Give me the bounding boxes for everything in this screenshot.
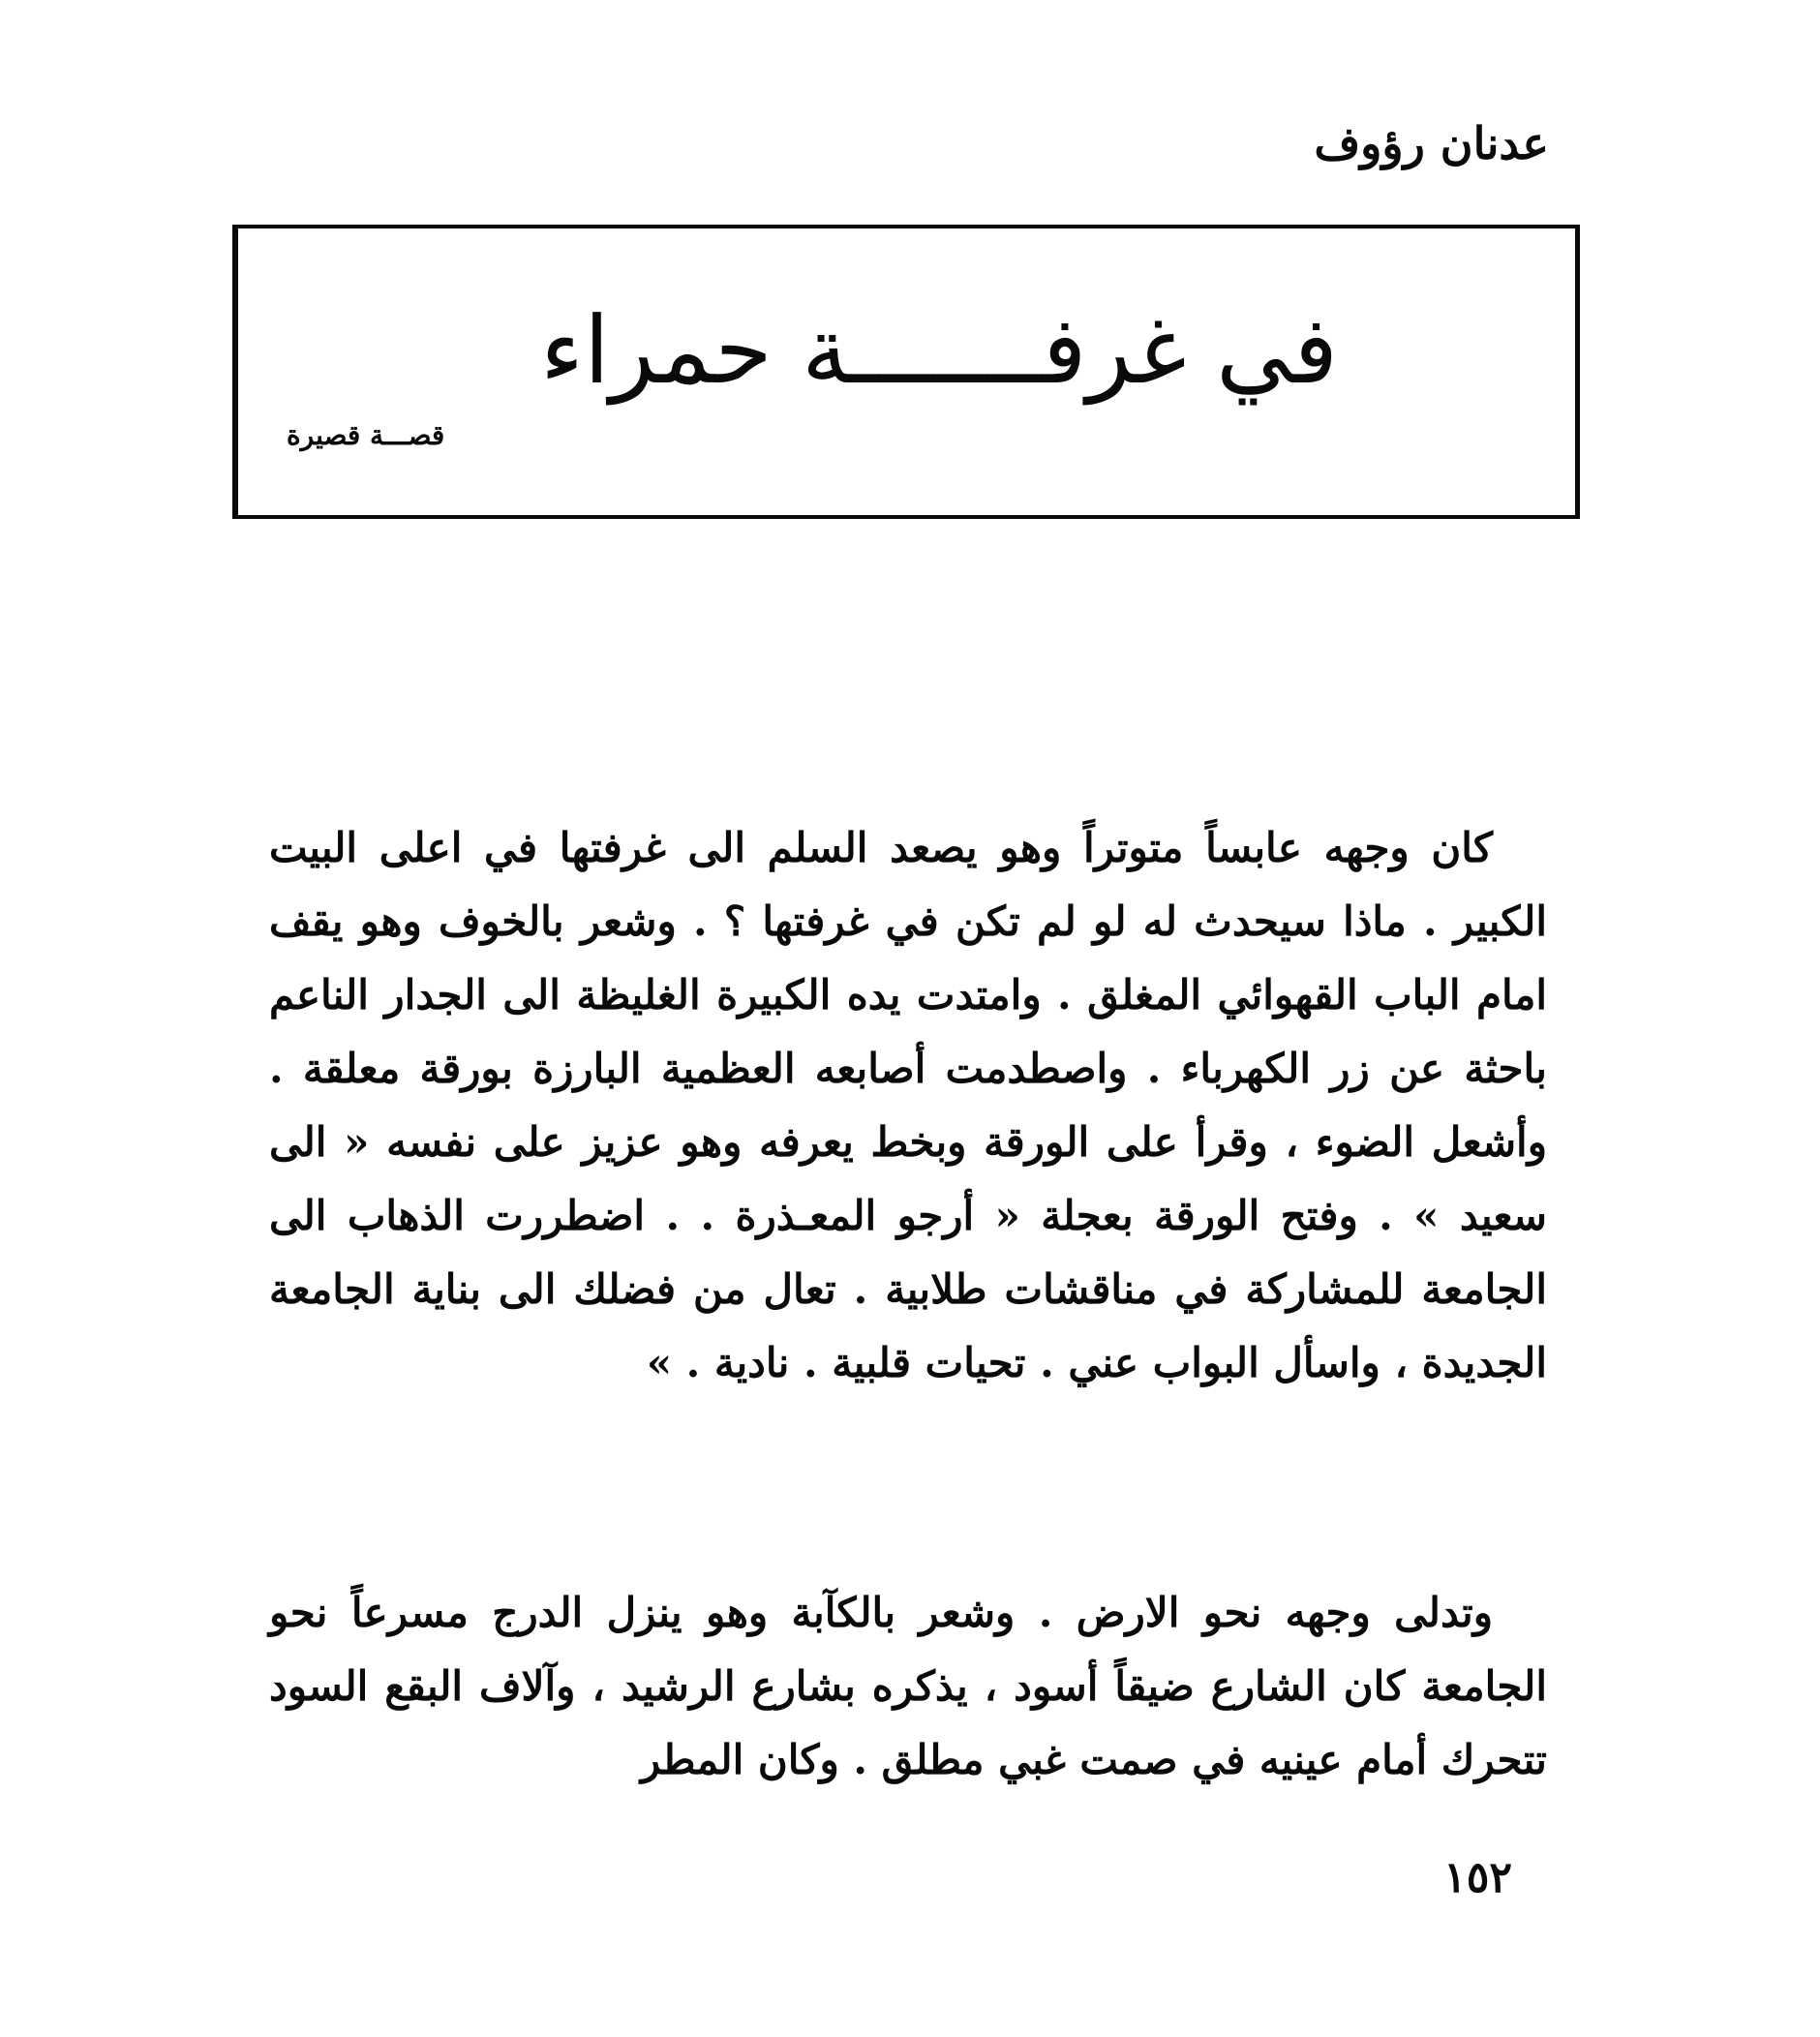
- title-box-right-rule: [1575, 225, 1580, 519]
- author-name: عدنان رؤوف: [1314, 117, 1549, 169]
- body-paragraph-1: [269, 811, 1547, 1400]
- title-box: [232, 225, 1580, 519]
- title-box-top-rule: [232, 225, 1580, 228]
- body-paragraph-2: [269, 1576, 1547, 1797]
- story-title: في غرفـــــــة حمراء: [540, 296, 1338, 405]
- title-box-bottom-rule: [232, 515, 1580, 519]
- story-subtitle: قصـــة قصيرة: [287, 419, 445, 451]
- title-box-left-rule: [232, 225, 238, 519]
- paragraph-text: وتدلى وجهه نحو الارض . وشعر بالكآبة وهو ينزل الدرج مسرعاً نحو الجامعة كان الشارع ضيقاً أسود ، يذكره بشارع الرشيد ، وآلاف البقع السود تتحرك أمام عينيه في صمت غبي مطلق . وكان المطر: [269, 1589, 1547, 1783]
- page-number: ١٥٢: [1443, 1853, 1512, 1902]
- paragraph-text: كان وجهه عابساً متوتراً وهو يصعد السلم الى غرفتها في اعلى البيت الكبير . ماذا سيحدث له لو لم تكن في غرفتها ؟ . وشعر بالخوف وهو يقف امام الباب القهوائي المغلق . وامتدت يده الكبيرة الغليظة الى الجدار الناعم باحثة عن زر الكهرباء . واصطدمت أصابعه العظمية البارزة بورقة معلقة . وأشعل الضوء ، وقرأ على الورقة وبخط يعرفه وهو عزيز على نفسه « الى سعيد » . وفتح الورقة بعجلة « أرجو المعـذرة . . اضطررت الذهاب الى الجامعة للمشاركة في مناقشات طلابية . تعال من فضلك الى بناية الجامعة الجديدة ، واسأل البواب عني . تحيات قلبية . نادية . »: [269, 824, 1547, 1386]
